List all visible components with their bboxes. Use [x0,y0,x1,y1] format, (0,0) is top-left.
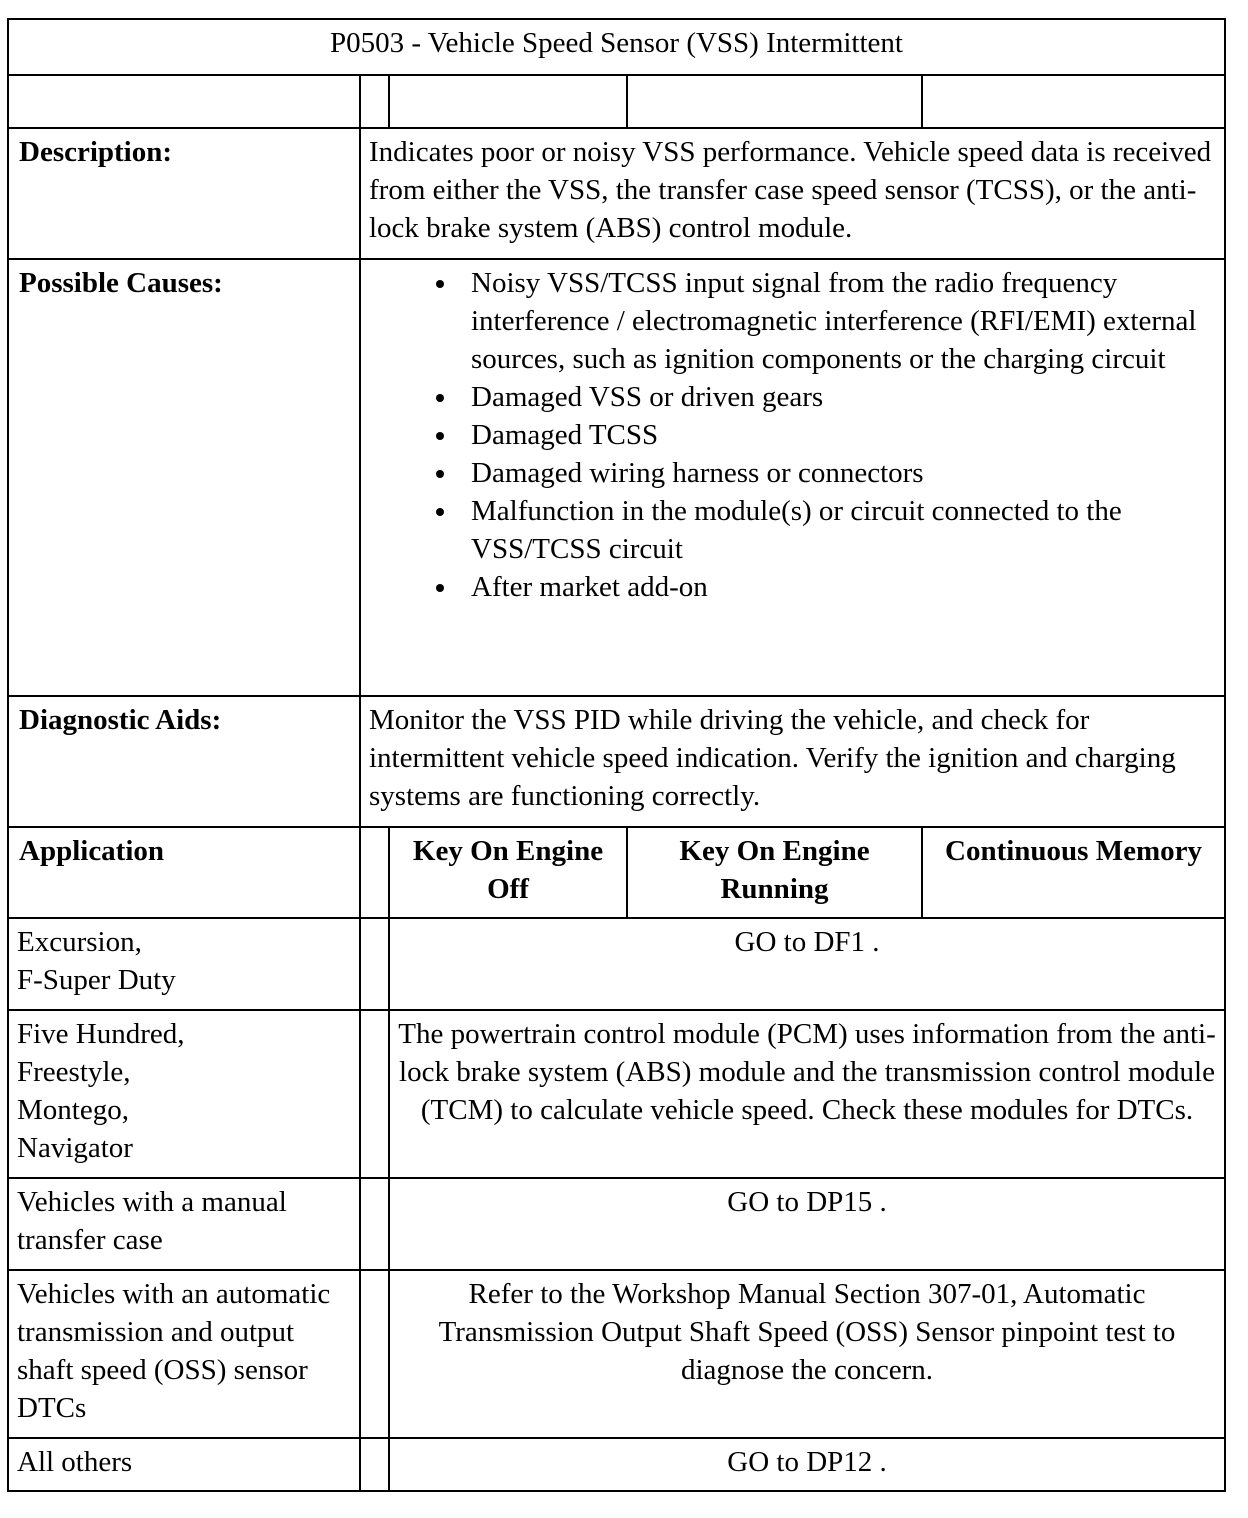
description-text: Indicates poor or noisy VSS performance. Vehicle speed data is received from either the VSS, the transfer case speed sensor (TCSS), or the anti-lock brake system (ABS) control module. [360,128,1225,259]
vehicle-line: Freestyle, [17,1056,131,1088]
list-item: • Noisy VSS/TCSS input signal from the radio frequency interference / electromagnetic interference (RFI/EMI) external sources, such as ignition components or the charging circuit [459,264,1216,378]
application-action: Refer to the Workshop Manual Section 307-01, Automatic Transmission Output Shaft Speed (OSS) Sensor pinpoint test to diagnose the concern. [389,1270,1225,1438]
empty-cell [627,75,922,128]
spacer-row [8,75,1225,128]
application-vehicles: All others [8,1438,360,1491]
continuous-memory-header: Continuous Memory [922,827,1225,918]
possible-causes-row [8,259,1225,696]
application-action: GO to DP12 . [389,1438,1225,1491]
possible-causes-label: Possible Causes: [8,259,360,696]
application-action: GO to DP15 . [389,1178,1225,1270]
description-row [8,128,1225,259]
empty-cell [360,1438,389,1491]
application-vehicles [8,918,360,1010]
table-row [8,1438,1225,1491]
application-header-label: Application [8,827,360,918]
empty-cell [360,1178,389,1270]
empty-cell [360,827,389,918]
table-row [8,1270,1225,1438]
empty-cell [360,918,389,1010]
vehicle-line: Navigator [17,1132,133,1164]
empty-cell [360,75,389,128]
application-vehicles [8,1010,360,1178]
vehicle-line: Excursion, [17,926,142,958]
diagnostic-aids-text: Monitor the VSS PID while driving the vehicle, and check for intermittent vehicle speed indication. Verify the ignition and charging systems are functioning correctly. [360,696,1225,827]
page-title: P0503 - Vehicle Speed Sensor (VSS) Intermittent [8,19,1225,75]
table-row [8,1010,1225,1178]
dtc-table [7,18,1226,1492]
diagnostic-aids-label: Diagnostic Aids: [8,696,360,827]
application-action: The powertrain control module (PCM) uses information from the anti-lock brake system (ABS) module and the transmission control module (TCM) to calculate vehicle speed. Check these modules for DTCs. [389,1010,1225,1178]
application-header-row [8,827,1225,918]
empty-cell [360,1010,389,1178]
vehicle-line: Five Hundred, [17,1018,185,1050]
list-item: • Damaged TCSS [459,416,1216,454]
application-vehicles: Vehicles with a manual transfer case [8,1178,360,1270]
list-item: • After market add-on [459,568,1216,606]
possible-causes-list [369,264,1216,606]
table-row [8,1178,1225,1270]
empty-cell [389,75,627,128]
application-action: GO to DF1 . [389,918,1225,1010]
application-vehicles: Vehicles with an automatic transmission and output shaft speed (OSS) sensor DTCs [8,1270,360,1438]
description-label: Description: [8,128,360,259]
possible-causes-cell [360,259,1225,696]
empty-cell [922,75,1225,128]
key-on-engine-running-header: Key On Engine Running [627,827,922,918]
key-on-engine-off-header: Key On Engine Off [389,827,627,918]
vehicle-line: Montego, [17,1094,129,1126]
title-row [8,19,1225,75]
list-item: • Damaged VSS or driven gears [459,378,1216,416]
vehicle-line: F-Super Duty [17,964,176,996]
empty-cell [360,1270,389,1438]
empty-cell [8,75,360,128]
list-item: • Malfunction in the module(s) or circuit connected to the VSS/TCSS circuit [459,492,1216,568]
table-row [8,918,1225,1010]
list-item: • Damaged wiring harness or connectors [459,454,1216,492]
diagnostic-aids-row [8,696,1225,827]
